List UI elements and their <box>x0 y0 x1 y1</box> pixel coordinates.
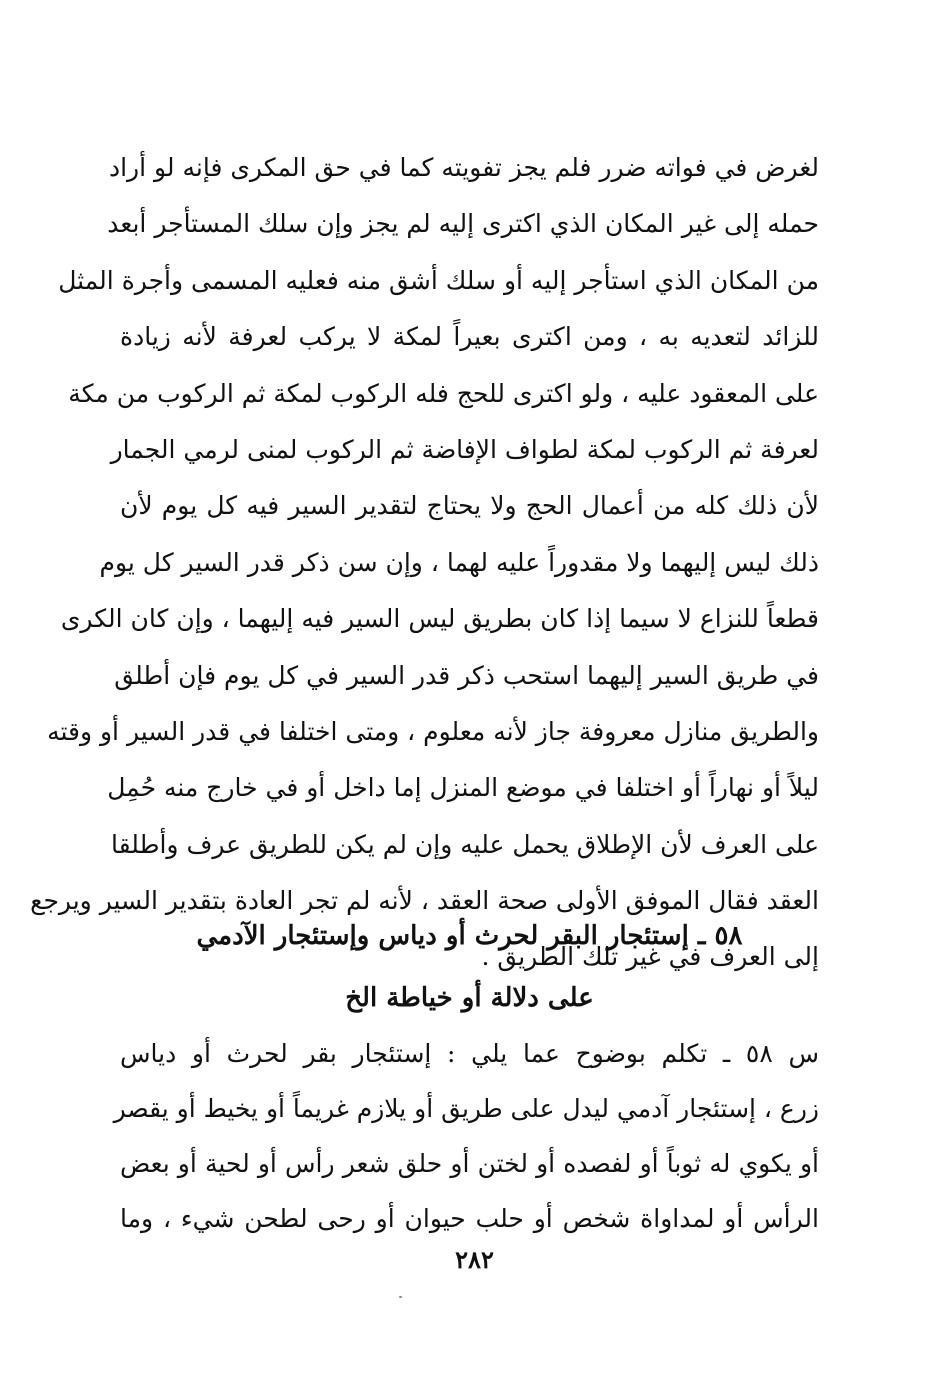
paragraph-line: لعرفة ثم الركوب لمكة لطواف الإفاضة ثم الركوب لمنى لرمي الجمار <box>110 434 819 464</box>
section-heading-line: على دلالة أو خياطة الخ <box>345 983 594 1013</box>
paragraph-line: والطريق منازل معروفة جاز لأنه معلوم ، ومتى اختلفا في قدر السير أو وقته <box>47 716 819 746</box>
paragraph-line: ذلك ليس إليهما ولا مقدوراً عليه لهما ، وإن سن ذكر قدر السير كل يوم <box>99 547 819 577</box>
question-line: الرأس أو لمداواة شخص أو حلب حيوان أو رحى لطحن شيء ، وما <box>120 1204 819 1233</box>
paragraph-line: على المعقود عليه ، ولو اكترى للحج فله الركوب لمكة ثم الركوب من مكة <box>68 378 819 408</box>
section-heading-line: ٥٨ ـ إستئجار البقر لحرث أو دياس وإستئجار الآدمي <box>196 921 743 951</box>
paragraph-line: على العرف لأن الإطلاق يحمل عليه وإن لم يكن للطريق عرف وأطلقا <box>111 829 819 859</box>
paragraph-line: لأن ذلك كله من أعمال الحج ولا يحتاج لتقدير السير فيه كل يوم لأن <box>120 491 819 521</box>
paragraph-line: قطعاً للنزاع لا سيما إذا كان بطريق ليس السير فيه إليهما ، وإن كان الكرى <box>60 604 819 634</box>
paragraph-line: حمله إلى غير المكان الذي اكترى إليه لم يجز وإن سلك المستأجر أبعد <box>107 209 819 239</box>
paragraph-line: ليلاً أو نهاراً أو اختلفا في موضع المنزل إما داخل أو في خارج منه حُمِل <box>107 773 819 803</box>
question-line: أو يكوي له ثوباً أو لفصده أو لختن أو حلق شعر رأس أو لحية أو بعض <box>120 1149 819 1178</box>
paragraph-line: لغرض في فواته ضرر فلم يجز تفويته كما في حق المكرى فإنه لو أراد <box>108 153 819 182</box>
paragraph-line: من المكان الذي استأجر إليه أو سلك أشق منه فعليه المسمى وأجرة المثل <box>58 265 819 295</box>
page-number: ٢٨٢ <box>455 1245 494 1274</box>
section-heading <box>120 905 819 1029</box>
paragraph-line: العقد فقال الموفق الأولى صحة العقد ، لأنه لم تجر العادة بتقدير السير ويرجع <box>30 886 819 916</box>
question-paragraph <box>113 1026 820 1246</box>
question-line: س ٥٨ ـ تكلم بوضوح عما يلي : إستئجار بقر لحرث أو دياس <box>120 1039 820 1068</box>
paragraph-line: للزائد لتعديه به ، ومن اكترى بعيراً لمكة لا يركب لعرفة لأنه زيادة <box>120 322 819 352</box>
paragraph-line: في طريق السير إليهما استحب ذكر قدر السير في كل يوم فإن أطلق <box>114 660 819 690</box>
question-line: زرع ، إستئجار آدمي ليدل على طريق أو يلازم غريماً أو يخيط أو يقصر <box>113 1094 819 1123</box>
main-paragraph <box>30 140 819 986</box>
scan-speck <box>399 1296 402 1298</box>
paragraph-line: إلى العرف في غير تلك الطريق . <box>481 942 819 972</box>
